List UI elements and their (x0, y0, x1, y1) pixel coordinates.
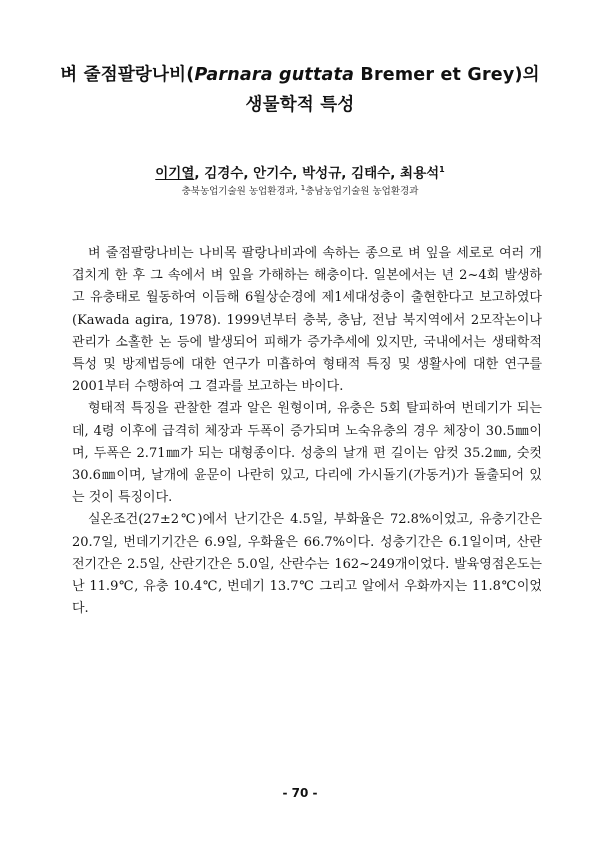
title-line-2: 생물학적 특성 (245, 95, 355, 115)
page-number: - 70 - (282, 786, 318, 800)
title-part-2: Bremer et Grey)의 (354, 65, 540, 85)
co-authors: , 김경수, 안기수, 박성규, 김태수, 최용석 (194, 165, 440, 182)
affiliation-org-1: 충북농업기술원 농업환경과, (181, 186, 301, 198)
author-list (40, 160, 560, 184)
first-author: 이기열 (155, 165, 195, 182)
author-affiliation-marker: 1 (439, 165, 445, 174)
paper-title (40, 60, 560, 120)
title-line-1 (40, 60, 560, 90)
affiliation-org-2: 충남농업기술원 농업환경과 (305, 186, 419, 198)
title-part-1: 벼 줄점팔랑나비( (60, 65, 195, 85)
paragraph-intro: 벼 줄점팔랑나비는 나비목 팔랑나비과에 속하는 종으로 벼 잎을 세로로 여러 개 겹치게 한 후 그 속에서 벼 잎을 가해하는 해충이다. 일본에서는 년 2~4회 발생하고 유충태로 월동하여 이듬해 6월상순경에 제1세대성충이 출현한다고 보고하였다(Kawada agira, 1978). 1999년부터 충북, 충남, 전남 북지역에서 2모작논이나 관리가 소홀한 논 등에 발생되어 피해가 증가추세에 있지만, 국내에서는 생태학적 특성 및 방제법등에 대한 연구가 미흡하여 형태적 특징 및 생활사에 대한 연구를 2001부터 수행하여 그 결과를 보고하는 바이다. (72, 246, 542, 395)
paragraph-morphology: 형태적 특징을 관찰한 결과 알은 원형이며, 유충은 5회 탈피하여 번데기가 되는데, 4령 이후에 급격히 체장과 두폭이 증가되며 노숙유충의 경우 체장이 30.5㎜이며, 두폭은 2.71㎜가 되는 대형종이다. 성충의 날개 편 길이는 암컷 35.2㎜, 숫컷 30.6㎜이며, 날개에 윤문이 나란히 있고, 다리에 가시돌기(가동거)가 돌출되어 있는 것이 특징이다. (72, 401, 542, 506)
affiliation (40, 181, 560, 199)
scientific-name: Parnara guttata (194, 65, 355, 85)
paragraph-development: 실온조건(27±2℃)에서 난기간은 4.5일, 부화율은 72.8%이었고, 유충기간은 20.7일, 번데기기간은 6.9일, 우화율은 66.7%이다. 성충기간은 6.1일이며, 산란전기간은 2.5일, 산란기간은 5.0일, 산란수는 162~249개이었다. 발육영점온도는 난 11.9℃, 유충 10.4℃, 번데기 13.7℃ 그리고 알에서 우화까지는 11.8℃이었다. (72, 512, 542, 617)
abstract-body (72, 243, 542, 620)
affiliation-marker: 1 (300, 184, 306, 192)
